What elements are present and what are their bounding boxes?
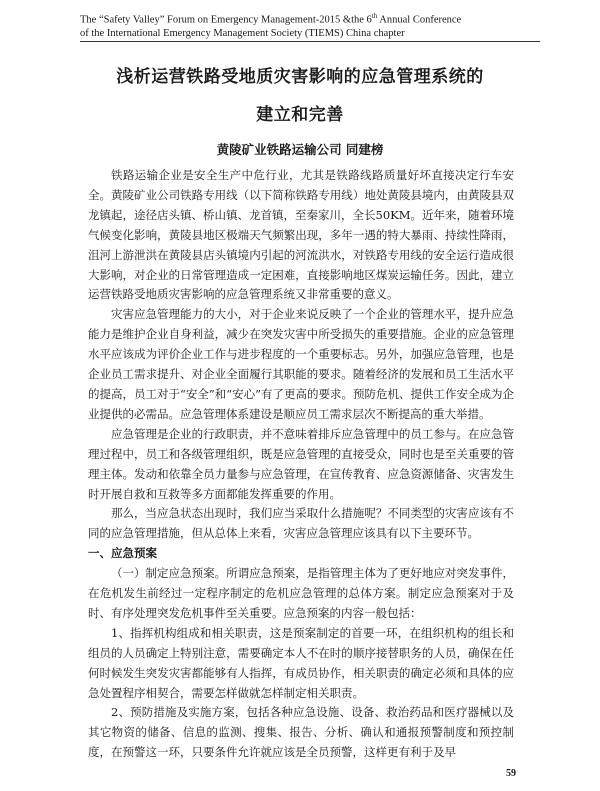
- header-line-1: The “Safety Valley” Forum on Emergency Management-2015 &the 6th Annual Conference: [80, 12, 462, 26]
- paragraph: 应急管理是企业的行政职责，并不意味着排斥应急管理中的员工参与。在应急管理过程中，员工和各级管理组织，既是应急管理的直接受众，同时也是至关重要的管理主体。发动和依靠全员力量参与应急管理，在宣传教育、应急资源储备、灾害发生时开展自救和互救等多方面都能发挥重要的作用。: [88, 426, 514, 501]
- paragraph: （一）制定应急预案。所谓应急预案，是指管理主体为了更好地应对突发事件，在危机发生前经过一定程序制定的危机应急管理的总体方案。制定应急预案对于及时、有序处理突发危机事件至关重要。应急预案的内容一般包括：: [88, 566, 514, 620]
- paragraph: 2、预防措施及实施方案，包括各种应急设施、设备、救治药品和医疗器械以及其它物资的储备、信息的监测、搜集、报告、分析、确认和通报预警制度和预控制度，在预警这一环，只要条件允许就应该是全员预警，这样更有利于及早: [88, 705, 514, 760]
- page-number: 59: [506, 768, 516, 779]
- author-affiliation: 黄陵矿业铁路运输公司 同建榜: [216, 142, 384, 157]
- paragraph: 灾害应急管理能力的大小，对于企业来说反映了一个企业的管理水平，提升应急能力是维护企业自身利益，减少在突发灾害中所受损失的重要措施。企业的应急管理水平应该成为评价企业工作与进步程度的一个重要标志。另外，加强应急管理，也是企业员工需求提升、对企业全面履行其职能的要求。随着经济的发展和员工生活水平的提高，员工对于“安全”和“安心”有了更高的要求。预防危机、提供工作安全成为企业提供的必需品。应急管理体系建设是顺应员工需求层次不断提高的重大举措。: [88, 307, 515, 421]
- conference-header: [80, 10, 540, 42]
- header-line-2: of the International Emergency Management Society (TIEMS) China chapter: [80, 27, 405, 39]
- paragraph: 那么，当应急状态出现时，我们应当采取什么措施呢？不同类型的灾害应该有不同的应急管理措施，但从总体上来看，灾害应急管理应该具有以下主要环节。: [88, 506, 514, 541]
- paper-title-line-1: 浅析运营铁路受地质灾害影响的应急管理系统的: [116, 67, 484, 87]
- section-heading: 一、应急预案: [88, 546, 157, 561]
- paper-title-line-2: 建立和完善: [256, 105, 344, 125]
- paragraph: 铁路运输企业是安全生产中危行业，尤其是铁路线路质量好坏直接决定行车安全。黄陵矿业公司铁路专用线（以下简称铁路专用线）地处黄陵县境内，由黄陵县双龙镇起，途径店头镇、桥山镇、龙首镇，至秦家川，全长50KM。近年来，随着环境气候变化影响，黄陵县地区极端天气频繁出现，多年一遇的特大暴雨、持续性降雨，沮河上游泄洪在黄陵县店头镇境内引起的河流洪水，对铁路专用线的安全运行造成很大影响，对企业的日常管理造成一定困难，直接影响地区煤炭运输任务。因此，建立运营铁路受地质灾害影响的应急管理系统又非常重要的意义。: [88, 168, 514, 302]
- paper-body: [88, 166, 514, 763]
- paragraph: 1、指挥机构组成和相关职责，这是预案制定的首要一环，在组织机构的组长和组员的人员确定上特别注意，需要确定本人不在时的顺序接替职务的人员，确保在任何时候发生突发灾害都能够有人指挥，有成员协作，相关职责的确定必须和具体的应急处置程序相契合，需要怎样做就怎样制定相关职责。: [88, 625, 514, 700]
